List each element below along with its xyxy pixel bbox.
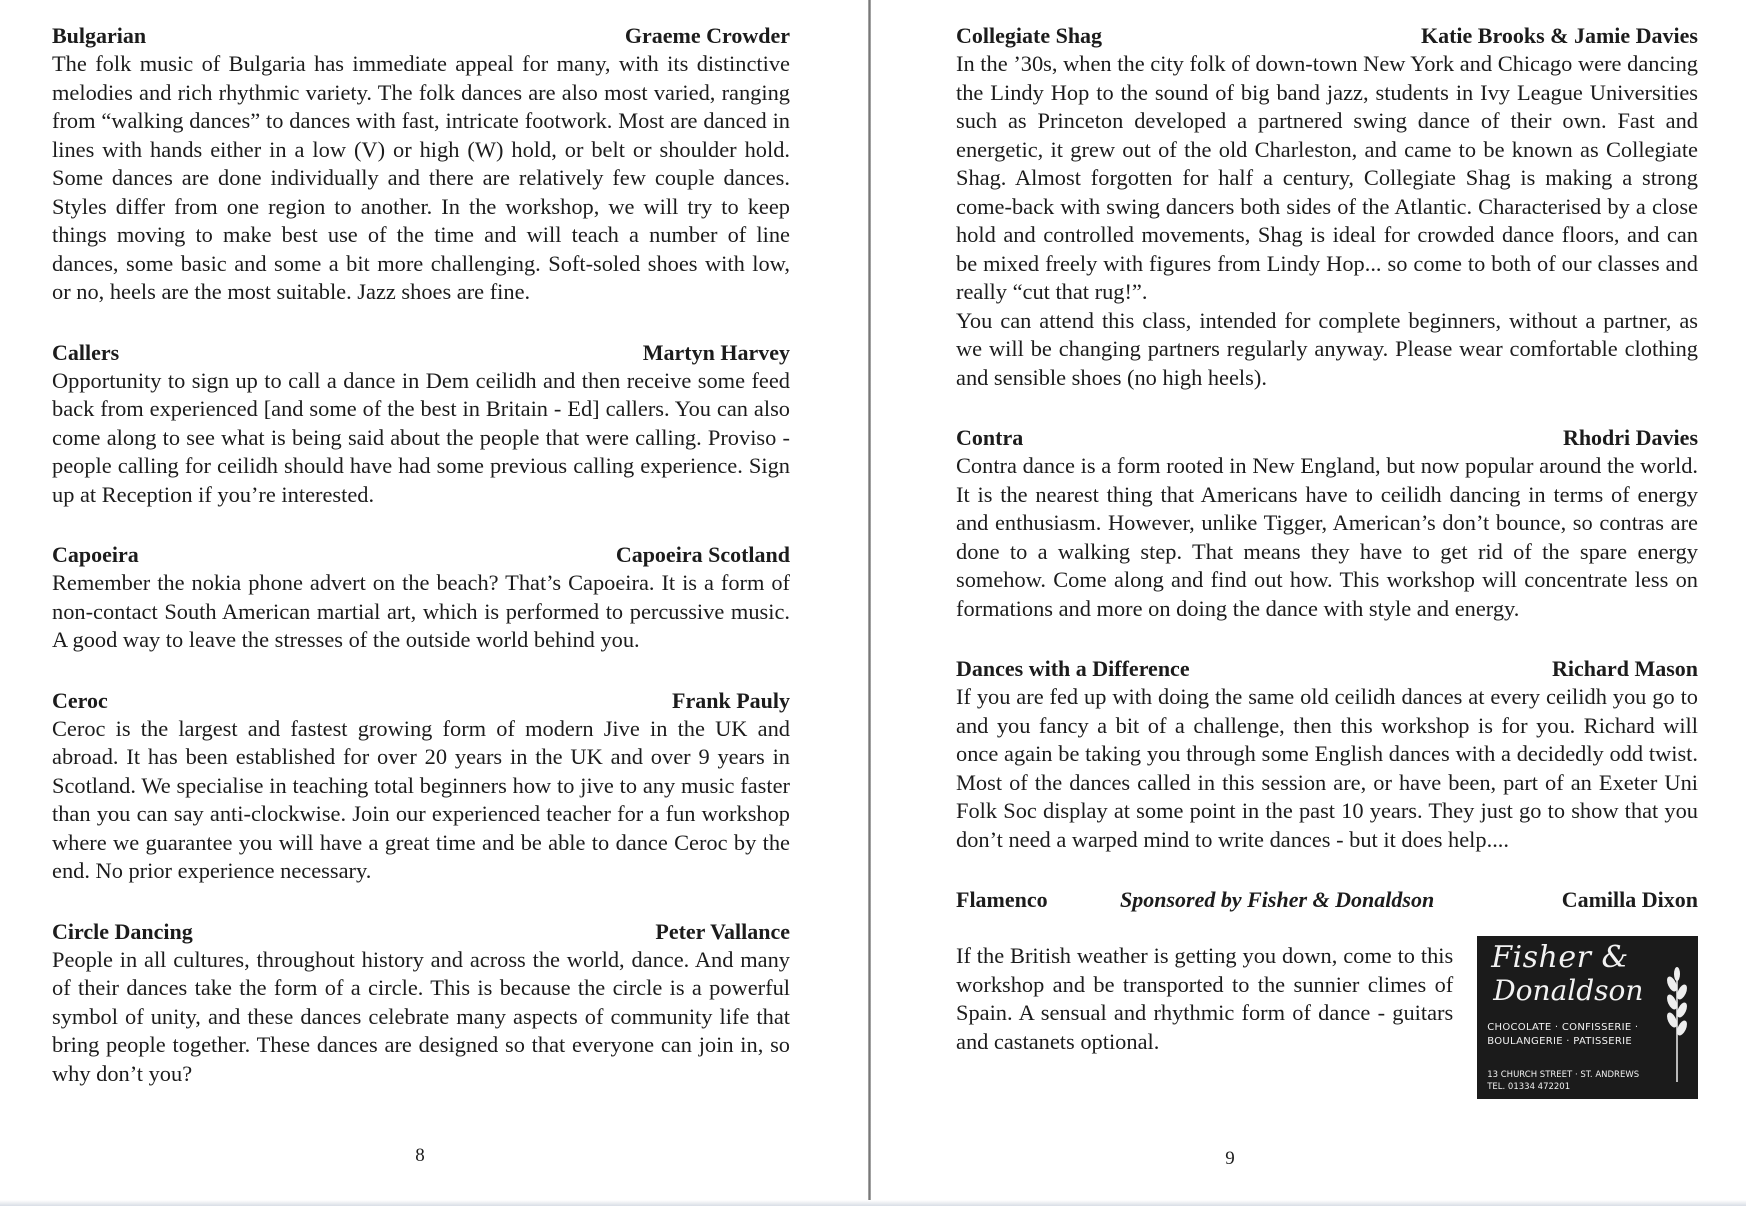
entry-tutor: Graeme Crowder	[624, 23, 790, 48]
entry-tutor: Richard Mason	[1551, 656, 1698, 681]
entry-title: Bulgarian	[52, 23, 147, 48]
entry-title: Flamenco	[956, 887, 1048, 912]
flamenco-row	[956, 942, 1698, 1099]
advert-logo-line: Donaldson	[1493, 974, 1644, 1007]
wheat-icon	[1662, 964, 1692, 1084]
entry-flamenco	[956, 886, 1698, 1099]
advert-text: CHOCOLATE · CONFISSERIE ·	[1487, 1022, 1639, 1033]
entry-header	[52, 339, 790, 367]
entry-paragraph: In the ’30s, when the city folk of down-town New York and Chicago were dancing the Lindy Hop to the sound of big band jazz, students in Ivy League Universities such as Princeton developed a partnered swing dance of their own. Fast and energetic, it grew out of the old Charleston, and came to be known as Collegiate Shag. Almost forgotten for half a century, Collegiate Shag is making a strong come-back with swing dancers both sides of the Atlantic. Characterised by a close hold and controlled movements, Shag is ideal for crowded dance floors, and can be mixed freely with figures from Lindy Hop... so come to both of our classes and really “cut that rug!”.	[956, 51, 1698, 304]
entry-title: Contra	[956, 425, 1024, 450]
entry-text: Opportunity to sign up to call a dance in Dem ceilidh and then receive some feed back from experienced [and some of the best in Britain - Ed] callers. You can also come along to see what is being said about the people that were calling. Proviso - people calling for ceilidh should have had some previous calling experience. Sign up at Reception if you’re interested.	[52, 367, 790, 507]
right-page	[868, 0, 1746, 1206]
entry-dances-with-a-difference	[956, 655, 1698, 854]
entry-header	[52, 687, 790, 715]
entry-text: Contra dance is a form rooted in New England, but now popular around the world. It is the nearest thing that Americans have to ceilidh dancing in terms of energy and enthusiasm. However, unlike Tigger, American’s don’t bounce, so contras are done to a walking step. That means they have to get rid of the spare energy somehow. Come along and find out how. This workshop will concentrate less on formations and more on doing the dance with style and energy.	[956, 453, 1698, 621]
entry-text: If the British weather is getting you down, come to this workshop and be transported to the sunnier climes of Spain. A sensual and rhythmic form of dance - guitars and castanets optional.	[956, 943, 1454, 1054]
entry-contra	[956, 424, 1698, 623]
advert-text: BOULANGERIE · PATISSERIE	[1487, 1036, 1632, 1047]
entry-title: Dances with a Difference	[956, 656, 1190, 681]
entry-text: Ceroc is the largest and fastest growing form of modern Jive in the UK and abroad. It has been established for over 20 years in the UK and over 9 years in Scotland. We specialise in teaching total beginners how to jive to any music faster than you can say anti-clockwise. Join our experienced teacher for a fun workshop where we guarantee you will have a great time and be able to dance Ceroc by the end. No prior experience necessary.	[52, 715, 790, 883]
entry-sponsor: Sponsored by Fisher & Donaldson	[1120, 887, 1435, 912]
entry-header	[956, 655, 1698, 683]
entry-callers	[52, 339, 790, 510]
entry-bulgarian	[52, 22, 790, 307]
entry-title: Callers	[52, 339, 120, 365]
entry-capoeira	[52, 541, 790, 655]
entry-text	[956, 50, 1698, 392]
entry-tutor: Peter Vallance	[655, 918, 790, 944]
entry-tutor: Frank Pauly	[672, 687, 790, 713]
entry-tutor: Martyn Harvey	[642, 339, 790, 365]
entry-tutor: Capoeira Scotland	[615, 542, 790, 567]
entry-header	[52, 541, 790, 569]
entry-text: People in all cultures, throughout history and across the world, dance. And many of their dances take the form of a circle. This is because the circle is a powerful symbol of unity, and these dances celebrate many aspects of community life that bring people together. These dances are designed so that everyone can join in, so why don’t you?	[52, 946, 790, 1086]
entry-tutor: Katie Brooks & Jamie Davies	[1420, 23, 1698, 48]
page-number: 8	[415, 1145, 425, 1166]
sponsor-advert	[1477, 936, 1698, 1099]
entry-header	[956, 22, 1698, 50]
left-page	[0, 0, 868, 1206]
entry-header	[52, 22, 790, 50]
page-number: 9	[1225, 1148, 1235, 1169]
advert-logo-line: Fisher &	[1491, 940, 1629, 975]
entry-text: Remember the nokia phone advert on the beach? That’s Capoeira. It is a form of non-contact South American martial art, which is performed to percussive music. A good way to leave the stresses of the outside world behind you.	[52, 570, 790, 652]
entry-text: The folk music of Bulgaria has immediate appeal for many, with its distinctive melodies and rich rhythmic variety. The folk dances are also most varied, ranging from “walking dances” to dances with fast, intricate footwork. Most are danced in lines with hands either in a low (V) or high (W) hold, or belt or shoulder hold. Some dances are done individually and there are relatively few couple dances. Styles differ from one region to another. In the workshop, we will try to keep things moving to make best use of the time and will teach a number of line dances, some basic and some a bit more challenging. Soft-soled shoes with low, or no, heels are the most suitable. Jazz shoes are fine.	[52, 51, 790, 304]
entry-tutor: Camilla Dixon	[1561, 887, 1698, 912]
page-bottom-edge	[0, 1200, 1746, 1206]
entry-header	[956, 424, 1698, 452]
entry-paragraph: You can attend this class, intended for complete beginners, without a partner, as we will be changing partners regularly anyway. Please wear comfortable clothing and sensible shoes (no high heels).	[956, 307, 1698, 390]
entry-circle-dancing	[52, 918, 790, 1089]
advert-phone: TEL. 01334 472201	[1487, 1082, 1571, 1092]
entry-text: If you are fed up with doing the same old ceilidh dances at every ceilidh you go to and you fancy a bit of a challenge, then this workshop is for you. Richard will once again be taking you through some English dances with a decidedly odd twist. Most of the dances called in this session are, or have been, part of an Exeter Uni Folk Soc display at some point in the past 10 years. They just go to show that you don’t need a warped mind to write dances - but it does help....	[956, 684, 1698, 852]
entry-title: Ceroc	[52, 687, 108, 713]
entry-title: Circle Dancing	[52, 918, 193, 944]
right-column	[956, 22, 1698, 1099]
entry-tutor: Rhodri Davies	[1562, 425, 1698, 450]
entry-header	[956, 886, 1698, 914]
entry-ceroc	[52, 687, 790, 886]
entry-collegiate-shag	[956, 22, 1698, 392]
entry-title: Capoeira	[52, 542, 139, 567]
entry-header	[52, 918, 790, 946]
left-column	[52, 22, 790, 1088]
entry-title: Collegiate Shag	[956, 23, 1103, 48]
advert-address: 13 CHURCH STREET · ST. ANDREWS	[1487, 1070, 1640, 1080]
